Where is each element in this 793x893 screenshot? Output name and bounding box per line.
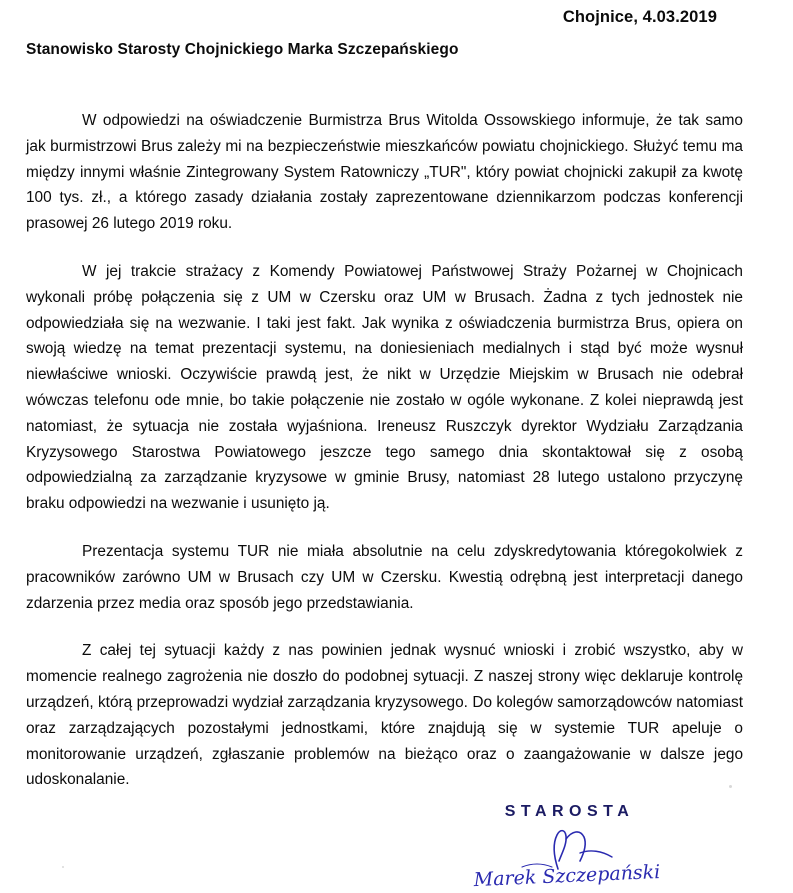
body-paragraph: W odpowiedzi na oświadczenie Burmistrza Brus Witolda Ossowskiego informuje, że tak samo jak burmistrzowi Brus zależy mi na bezpieczeństwie mieszkańców powiatu chojnickiego. Służyć temu ma między innymi właśnie Zintegrowany System Ratowniczy „TUR", który powiat chojnicki zakupił za kwotę 100 tys. zł., a którego zasady działania zostały zaprezentowane dziennikarzom podczas konferencji prasowej 26 lutego 2019 roku. xyxy=(26,112,743,233)
body-paragraph: W jej trakcie strażacy z Komendy Powiatowej Państwowej Straży Pożarnej w Chojnicach wykonali próbę połączenia się z UM w Czersku oraz UM w Brusach. Żadna z tych jednostek nie odpowiedziała się na wezwanie. I taki jest fakt. Jak wynika z oświadczenia burmistrza Brus, opiera on swoją wiedzę na temat prezentacji systemu, na doniesieniach medialnych i stąd być może wysnuł niewłaściwe wnioski. Oczywiście prawdą jest, że nikt w Urzędzie Miejskim w Brusach nie odebrał wówczas telefonu ode mnie, bo takie połączenie nie zostało w ogóle wykonane. Z kolei nieprawdą jest natomiast, że sytuacja nie została wyjaśniona. Ireneusz Ruszczyk dyrektor Wydziału Zarządzania Kryzysowego Starostwa Powiatowego jeszcze tego samego dnia skontaktował się z osobą odpowiedzialną za zarządzanie kryzysowe w gminie Brusy, natomiast 28 lutego ustalono przyczynę braku odpowiedzi na wezwanie i usunięto ją. xyxy=(26,262,743,513)
signature-name: Marek Szczepański xyxy=(473,860,661,892)
scan-artifact xyxy=(62,866,64,868)
signature-role: STAROSTA xyxy=(504,803,635,820)
body-paragraph: Prezentacja systemu TUR nie miała absolutnie na celu zdyskredytowania któregokolwiek z pracowników zarówno UM w Brusach czy UM w Czersku. Kwestią odrębną jest interpretacji danego zdarzenia przez media oraz sposób jego przedstawiania. xyxy=(26,542,743,612)
scan-artifact xyxy=(729,785,732,788)
handwritten-signature xyxy=(437,825,697,892)
document-body xyxy=(26,108,743,793)
place-and-date: Chojnice, 4.03.2019 xyxy=(562,8,717,26)
signature-block xyxy=(437,803,697,892)
body-paragraph: Z całej tej sytuacji każdy z nas powinien jednak wysnuć wnioski i zrobić wszystko, aby w momencie realnego zagrożenia nie doszło do podobnej sytuacji. Z naszej strony więc deklaruje kontrolę urządzeń, którą przeprowadzi wydział zarządzania kryzysowego. Do kolegów samorządowców natomiast oraz zarządzających pozostałymi jednostkami, które znajdują się w systemie TUR apeluje o monitorowanie urządzeń, zgłaszanie problemów na bieżąco oraz o zaangażowanie w dalsze jego udoskonalanie. xyxy=(26,642,743,789)
page-title: Stanowisko Starosty Chojnickiego Marka Szczepańskiego xyxy=(26,41,459,58)
